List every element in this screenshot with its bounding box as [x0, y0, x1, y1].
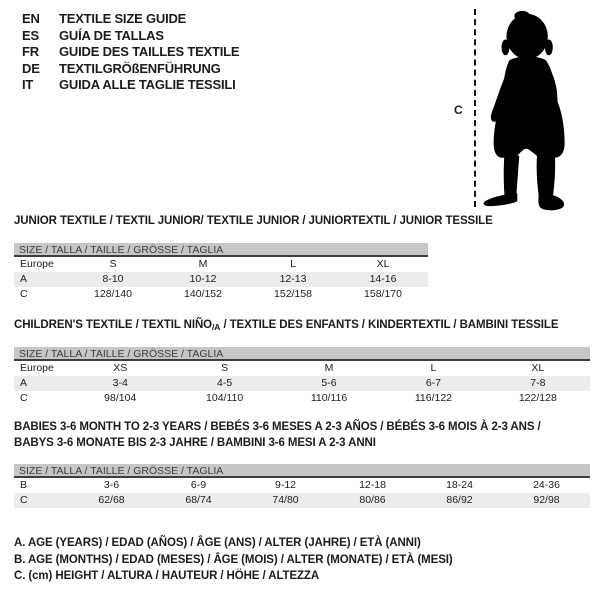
language-row-es — [22, 28, 239, 45]
table-cell: M — [198, 258, 208, 270]
language-row-it — [22, 77, 239, 94]
row-label: C — [20, 392, 28, 404]
table-cell: 110/116 — [310, 392, 348, 404]
table-cell: 4-5 — [217, 377, 233, 389]
footnote-b: B. AGE (MONTHS) / EDAD (MESES) / ÂGE (MOIS) / ALTER (MONATE) / ETÀ (MESI) — [14, 553, 453, 566]
table-cell: 6-7 — [425, 377, 442, 389]
row-label: B — [20, 479, 28, 491]
language-label: GUIDA ALLE TAGLIE TESSILI — [59, 77, 236, 92]
language-row-de — [22, 61, 239, 78]
table-cell: 140/152 — [184, 288, 222, 300]
language-code: FR — [22, 44, 39, 59]
table-row-c — [14, 391, 590, 406]
table-row-europe — [14, 257, 428, 272]
table-cell: 152/158 — [274, 288, 312, 300]
table-row-c — [14, 287, 428, 302]
section-children-title-post: / TEXTILE DES ENFANTS / KINDERTEXTIL / BAMBINI TESSILE — [220, 319, 559, 331]
table-cell: 8-10 — [102, 273, 124, 285]
table-cell: 80/86 — [359, 494, 386, 506]
row-label: C — [20, 494, 28, 506]
footnotes — [14, 535, 453, 585]
section-junior-title: JUNIOR TEXTILE / TEXTIL JUNIOR/ TEXTILE JUNIOR / JUNIORTEXTIL / JUNIOR TESSILE — [14, 215, 493, 227]
size-header-bar: SIZE / TALLA / TAILLE / GRÖSSE / TAGLIA — [14, 464, 590, 478]
language-code: IT — [22, 77, 34, 92]
table-cell: 86/92 — [446, 494, 473, 506]
language-row-en — [22, 11, 239, 28]
table-cell: 3-6 — [103, 479, 120, 491]
table-cell: 3-4 — [112, 377, 128, 389]
height-label: C — [454, 103, 463, 117]
table-cell: 68/74 — [185, 494, 212, 506]
language-label: TEXTILE SIZE GUIDE — [59, 11, 187, 26]
table-cell: 158/170 — [364, 288, 402, 300]
table-cell: 122/128 — [518, 392, 557, 404]
table-row-c — [14, 493, 590, 508]
table-cell: 62/68 — [98, 494, 125, 506]
table-cell: S — [221, 362, 229, 374]
table-cell: 10-12 — [189, 273, 217, 285]
table-cell: 92/98 — [533, 494, 560, 506]
size-table-children — [14, 347, 590, 406]
row-label: Europe — [20, 362, 54, 374]
row-label: Europe — [20, 258, 54, 270]
table-row-a — [14, 376, 590, 391]
table-cell: 9-12 — [274, 479, 296, 491]
table-cell: 104/110 — [206, 392, 244, 404]
table-cell: 18-24 — [446, 479, 473, 491]
table-row-a — [14, 272, 428, 287]
toddler-silhouette-icon — [478, 3, 598, 215]
table-cell: L — [290, 258, 296, 270]
section-children-title — [14, 319, 558, 331]
table-cell: 6-9 — [190, 479, 207, 491]
row-label: C — [20, 288, 28, 300]
footnote-a: A. AGE (YEARS) / EDAD (AÑOS) / ÂGE (ANS) / ALTER (JAHRE) / ETÀ (ANNI) — [14, 537, 421, 549]
size-header-bar: SIZE / TALLA / TAILLE / GRÖSSE / TAGLIA — [14, 347, 590, 361]
table-cell: M — [324, 362, 334, 374]
size-table-junior — [14, 243, 428, 302]
table-cell: 24-36 — [533, 479, 560, 491]
footnote-c: C. (cm) HEIGHT / ALTURA / HAUTEUR / HÖHE / ALTEZZA — [14, 570, 320, 582]
table-cell: XS — [113, 362, 128, 374]
section-children-title-sub: /A — [212, 322, 221, 332]
language-label: GUÍA DE TALLAS — [59, 27, 164, 43]
table-cell: 12-13 — [279, 273, 307, 285]
table-cell: 12-18 — [359, 479, 386, 491]
table-cell: XL — [376, 258, 390, 270]
table-row-europe — [14, 361, 590, 376]
size-table-babies — [14, 464, 590, 508]
language-row-fr — [22, 44, 239, 61]
table-cell: S — [109, 258, 117, 270]
language-label: GUIDE DES TAILLES TEXTILE — [59, 44, 240, 59]
table-row-b — [14, 478, 590, 493]
table-cell: 7-8 — [530, 377, 546, 389]
table-cell: L — [430, 362, 437, 374]
language-code: ES — [22, 27, 39, 43]
row-label: A — [20, 273, 28, 285]
section-babies-title-line2: BABYS 3-6 MONATE BIS 2-3 JAHRE / BAMBINI 3-6 MESI A 2-3 ANNI — [14, 437, 376, 449]
table-cell: 5-6 — [321, 377, 337, 389]
table-cell: 98/104 — [104, 392, 137, 404]
row-label: A — [20, 377, 28, 389]
section-children-title-pre: CHILDREN'S TEXTILE / TEXTIL NIÑO — [14, 319, 213, 331]
size-header-bar: SIZE / TALLA / TAILLE / GRÖSSE / TAGLIA — [14, 243, 428, 257]
language-code: DE — [22, 60, 40, 76]
height-dashed-line — [474, 9, 476, 207]
section-babies-title-line1: BABIES 3-6 MONTH TO 2-3 YEARS / BEBÉS 3-6 MESES A 2-3 AÑOS / BÉBÉS 3-6 MOIS À 2-3 ANS / — [14, 421, 541, 433]
table-cell: XL — [531, 362, 545, 374]
table-cell: 128/140 — [94, 288, 132, 300]
table-cell: 14-16 — [369, 273, 397, 285]
language-code: EN — [22, 11, 40, 26]
language-list — [22, 11, 239, 94]
table-cell: 74/80 — [272, 494, 299, 506]
table-cell: 116/122 — [414, 392, 453, 404]
section-babies-title — [14, 419, 541, 451]
language-label: TEXTILGRÖßENFÜHRUNG — [59, 60, 221, 76]
